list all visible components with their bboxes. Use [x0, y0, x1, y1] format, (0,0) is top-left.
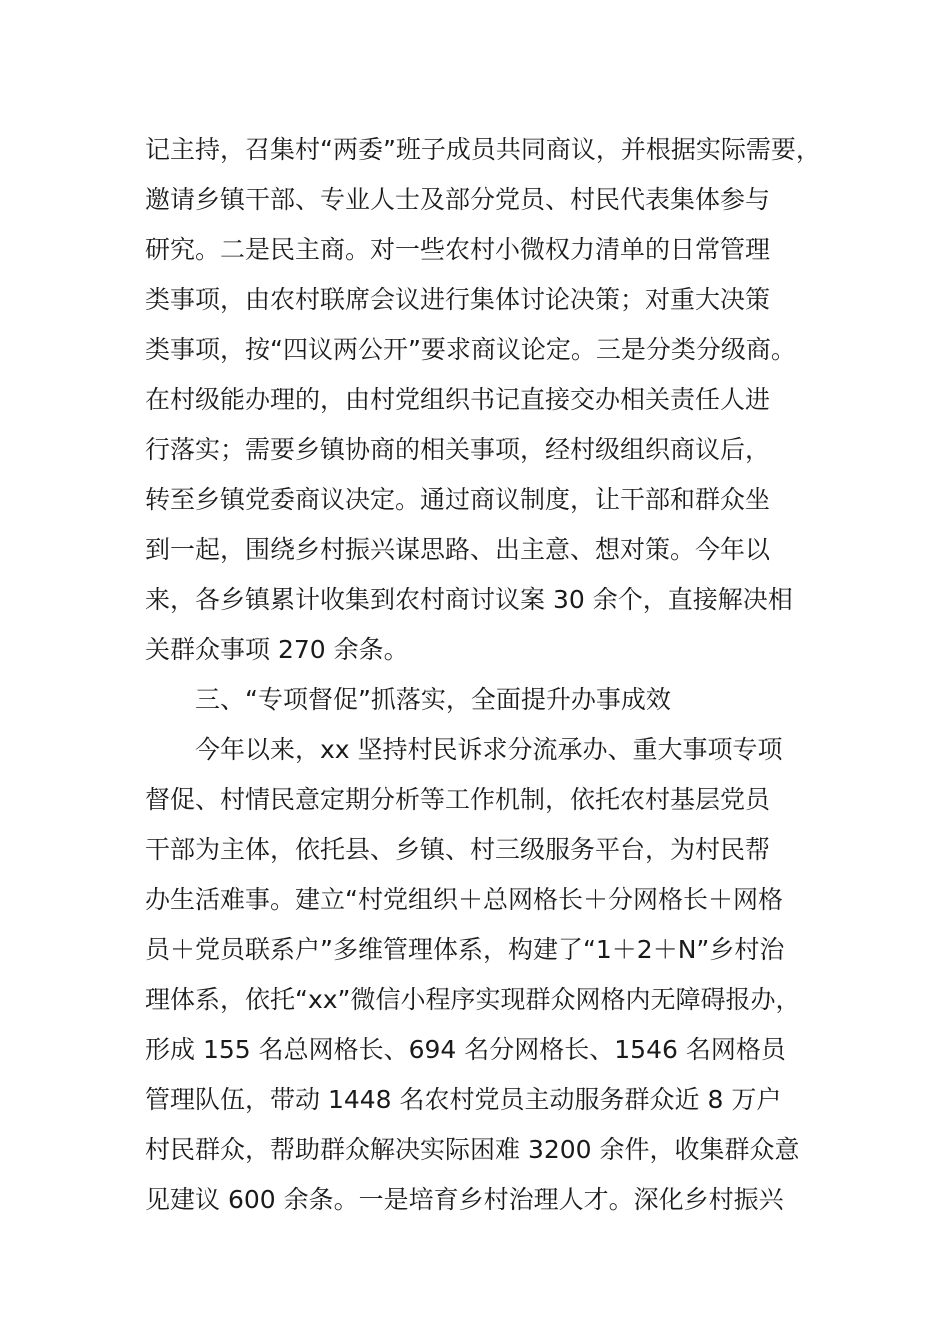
text-line: 转至乡镇党委商议决定。通过商议制度，让干部和群众坐 [145, 485, 771, 514]
text-line: 干部为主体，依托县、乡镇、村三级服务平台，为村民帮 [145, 835, 771, 864]
text-line: 研究。二是民主商。对一些农村小微权力清单的日常管理 [145, 235, 771, 264]
text-line: 理体系，依托“xx”微信小程序实现群众网格内无障碍报办， [145, 985, 801, 1014]
text-line: 在村级能办理的，由村党组织书记直接交办相关责任人进 [145, 385, 771, 414]
text-line: 村民群众，帮助群众解决实际困难 3200 余件，收集群众意 [145, 1135, 800, 1164]
text-line: 来，各乡镇累计收集到农村商讨议案 30 余个，直接解决相 [145, 585, 793, 614]
text-line: 邀请乡镇干部、专业人士及部分党员、村民代表集体参与 [145, 185, 771, 214]
text-line: 行落实；需要乡镇协商的相关事项，经村级组织商议后， [145, 435, 771, 464]
section-heading: 三、“专项督促”抓落实，全面提升办事成效 [195, 685, 671, 714]
text-line: 员＋党员联系户”多维管理体系，构建了“1＋2＋N”乡村治 [145, 935, 785, 964]
text-line: 形成 155 名总网格长、694 名分网格长、1546 名网格员 [145, 1035, 786, 1064]
text-line: 办生活难事。建立“村党组织＋总网格长＋分网格长＋网格 [145, 885, 783, 914]
text-line: 今年以来，xx 坚持村民诉求分流承办、重大事项专项 [195, 735, 783, 764]
text-line: 到一起，围绕乡村振兴谋思路、出主意、想对策。今年以 [145, 535, 771, 564]
text-line: 见建议 600 余条。一是培育乡村治理人才。深化乡村振兴 [145, 1185, 784, 1214]
text-line: 关群众事项 270 余条。 [145, 635, 409, 664]
text-line: 类事项，按“四议两公开”要求商议论定。三是分类分级商。 [145, 335, 796, 364]
text-line: 类事项，由农村联席会议进行集体讨论决策；对重大决策 [145, 285, 771, 314]
text-line: 管理队伍，带动 1448 名农村党员主动服务群众近 8 万户 [145, 1085, 782, 1114]
text-line: 督促、村情民意定期分析等工作机制，依托农村基层党员 [145, 785, 771, 814]
text-line: 记主持，召集村“两委”班子成员共同商议，并根据实际需要， [145, 135, 821, 164]
